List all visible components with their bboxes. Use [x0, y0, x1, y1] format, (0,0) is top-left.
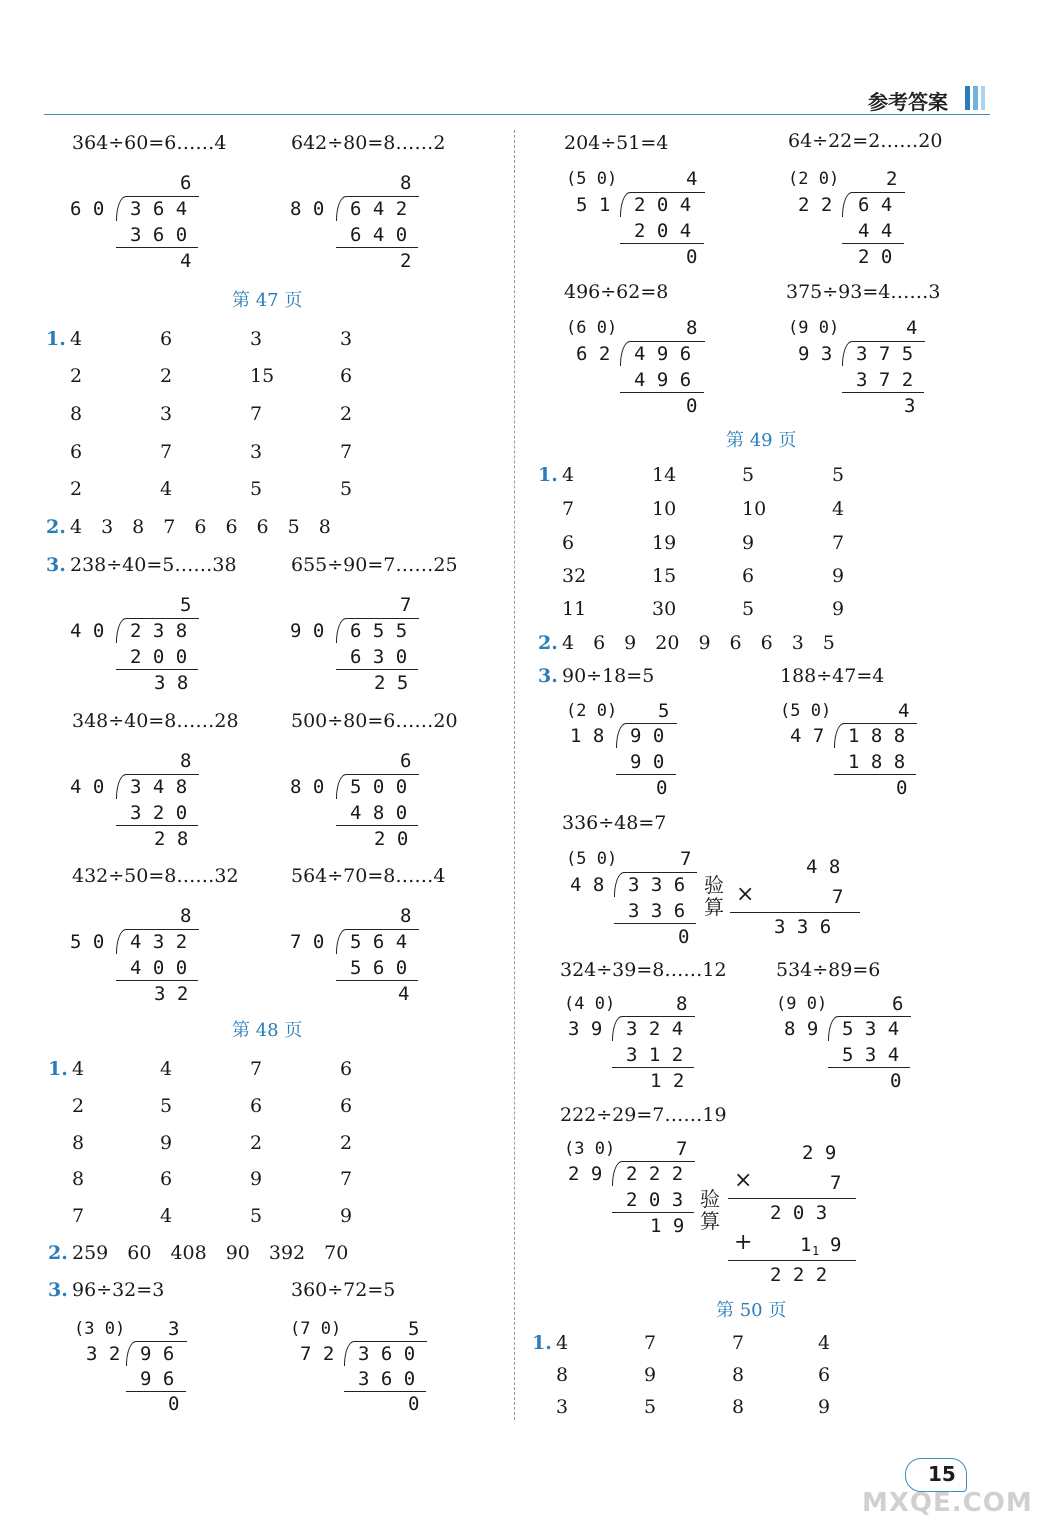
estimate: (6 0) [566, 318, 618, 338]
remainder: 3 [904, 395, 916, 417]
answer-cell: 9 [340, 1205, 353, 1227]
quotient: 8 [400, 172, 412, 194]
divisor: 4 7 [790, 725, 825, 747]
header-accent-bar [965, 86, 970, 110]
question-number: 3. [48, 1279, 68, 1301]
multiplication-line [728, 1198, 856, 1199]
divisor: 2 9 [568, 1163, 603, 1185]
dividend: 3 6 4 [130, 198, 188, 220]
equation: 534÷89=6 [776, 959, 881, 981]
remainder: 2 5 [374, 672, 409, 694]
answer-cell: 2 [250, 1132, 263, 1154]
partial-product: 3 2 0 [130, 802, 188, 824]
subtraction-line [116, 247, 198, 248]
answer-cell: 2 [70, 478, 83, 500]
quotient: 5 [658, 700, 670, 722]
partial-product: 5 3 4 [842, 1044, 900, 1066]
answer-cell: 9 [742, 532, 755, 554]
partial-product: 2 0 3 [626, 1189, 684, 1211]
partial-product: 5 6 0 [350, 957, 408, 979]
answer-cell: 14 [652, 464, 677, 486]
subtraction-line [126, 1391, 186, 1392]
quotient: 7 [680, 848, 692, 870]
remainder: 0 [686, 395, 698, 417]
quotient: 8 [400, 905, 412, 927]
remainder: 0 [168, 1393, 180, 1415]
partial-product: 4 4 [858, 220, 893, 242]
answer-cell: 8 [72, 1168, 85, 1190]
partial-product: 4 0 0 [130, 957, 188, 979]
remainder: 0 [896, 777, 908, 799]
header-accent-bar [973, 86, 978, 110]
dividend: 6 4 [858, 194, 893, 216]
equation: 336÷48=7 [562, 812, 667, 834]
answer-cell: 5 [250, 478, 263, 500]
divisor: 4 8 [570, 874, 605, 896]
answer-cell: 7 [644, 1332, 657, 1354]
answer-line: 4 3 8 7 6 6 6 5 8 [70, 516, 331, 538]
equation: 364÷60=6……4 [72, 132, 227, 154]
answer-cell: 15 [652, 565, 677, 587]
divisor: 6 0 [70, 198, 105, 220]
answer-cell: 6 [562, 532, 575, 554]
dividend: 2 3 8 [130, 620, 188, 642]
remainder: 1 9 [650, 1215, 685, 1237]
answer-cell: 4 [70, 328, 83, 350]
partial-product: 3 1 2 [626, 1044, 684, 1066]
answer-cell: 6 [818, 1364, 831, 1386]
estimate: (5 0) [566, 849, 618, 869]
answer-line: 4 6 9 20 9 6 6 3 5 [562, 632, 835, 654]
answer-cell: 5 [160, 1095, 173, 1117]
answer-cell: 30 [652, 598, 677, 620]
answer-cell: 4 [556, 1332, 569, 1354]
partial-product: 6 3 0 [350, 646, 408, 668]
subtraction-line [336, 980, 418, 981]
question-number: 1. [46, 328, 66, 350]
subtraction-line [620, 392, 704, 393]
answer-cell: 8 [732, 1364, 745, 1386]
subtraction-line [116, 669, 198, 670]
answer-cell: 7 [160, 441, 173, 463]
divisor: 8 0 [290, 198, 325, 220]
dividend: 3 6 0 [358, 1343, 416, 1365]
equation: 64÷22=2……20 [788, 130, 943, 152]
dividend: 5 3 4 [842, 1018, 900, 1040]
header-accent-bar [981, 86, 985, 110]
remainder: 4 [180, 250, 192, 272]
column-divider [514, 130, 515, 1420]
divisor: 3 9 [568, 1018, 603, 1040]
answer-cell: 5 [250, 1205, 263, 1227]
question-number: 1. [532, 1332, 552, 1354]
section-title: 第 50 页 [716, 1300, 787, 1321]
subtraction-line [336, 247, 418, 248]
subtraction-line [612, 1212, 694, 1213]
subtraction-line [842, 243, 904, 244]
estimate: (3 0) [564, 1139, 616, 1159]
dividend: 2 0 4 [634, 194, 692, 216]
dividend: 5 0 0 [350, 776, 408, 798]
divisor: 6 2 [576, 343, 611, 365]
answer-cell: 7 [562, 498, 575, 520]
subtraction-line [620, 243, 704, 244]
quotient: 7 [400, 594, 412, 616]
remainder: 1 2 [650, 1070, 685, 1092]
remainder: 0 [686, 246, 698, 268]
answer-cell: 6 [742, 565, 755, 587]
section-title: 第 48 页 [232, 1020, 303, 1041]
subtraction-line [336, 669, 418, 670]
answer-cell: 4 [818, 1332, 831, 1354]
check-multiplicand: 4 8 [806, 856, 841, 878]
answer-cell: 7 [250, 403, 263, 425]
answer-cell: 4 [72, 1058, 85, 1080]
answer-cell: 9 [832, 565, 845, 587]
check-product: 2 0 3 [770, 1202, 828, 1224]
divisor: 5 0 [70, 931, 105, 953]
subtraction-line [612, 1067, 694, 1068]
answer-cell: 32 [562, 565, 587, 587]
check-result: 3 3 6 [774, 916, 832, 938]
divisor: 4 0 [70, 620, 105, 642]
answer-cell: 5 [742, 598, 755, 620]
answer-cell: 5 [832, 464, 845, 486]
dividend: 5 6 4 [350, 931, 408, 953]
section-title: 第 47 页 [232, 290, 303, 311]
divisor: 2 2 [798, 194, 833, 216]
answer-line: 259 60 408 90 392 70 [72, 1242, 349, 1264]
answer-cell: 4 [562, 464, 575, 486]
answer-cell: 9 [644, 1364, 657, 1386]
partial-product: 3 3 6 [628, 900, 686, 922]
answer-cell: 7 [250, 1058, 263, 1080]
equation: 238÷40=5……38 [70, 554, 237, 576]
dividend: 9 6 [140, 1343, 175, 1365]
divisor: 3 2 [86, 1343, 121, 1365]
answer-cell: 3 [340, 328, 353, 350]
answer-cell: 2 [340, 403, 353, 425]
check-multiplicand: 2 9 [802, 1142, 837, 1164]
answer-cell: 2 [70, 365, 83, 387]
dividend: 6 5 5 [350, 620, 408, 642]
dividend: 3 7 5 [856, 343, 914, 365]
subtraction-line [116, 980, 198, 981]
equation: 432÷50=8……32 [72, 865, 239, 887]
answer-cell: 3 [250, 328, 263, 350]
answer-cell: 5 [742, 464, 755, 486]
header-rule [44, 114, 990, 115]
question-number: 2. [46, 516, 66, 538]
remainder: 0 [408, 1393, 420, 1415]
header-title: 参考答案 [868, 90, 948, 114]
section-title: 第 49 页 [726, 430, 797, 451]
equation: 375÷93=4……3 [786, 281, 941, 303]
estimate: (7 0) [290, 1319, 342, 1339]
quotient: 4 [898, 700, 910, 722]
partial-product: 9 0 [630, 751, 665, 773]
equation: 188÷47=4 [780, 665, 885, 687]
equation: 222÷29=7……19 [560, 1104, 727, 1126]
remainder: 3 2 [154, 983, 189, 1005]
dividend: 4 9 6 [634, 343, 692, 365]
dividend: 2 2 2 [626, 1163, 684, 1185]
quotient: 8 [180, 750, 192, 772]
plus-sign: + [734, 1230, 753, 1255]
quotient: 8 [676, 993, 688, 1015]
subtraction-line [834, 774, 916, 775]
page-number: 15 [928, 1462, 956, 1486]
answer-cell: 3 [250, 441, 263, 463]
answer-cell: 7 [340, 441, 353, 463]
answer-cell: 6 [70, 441, 83, 463]
partial-product: 4 8 0 [350, 802, 408, 824]
answer-cell: 9 [818, 1396, 831, 1418]
subtraction-line [614, 923, 696, 924]
dividend: 3 4 8 [130, 776, 188, 798]
estimate: (2 0) [566, 701, 618, 721]
answer-cell: 4 [160, 1058, 173, 1080]
quotient: 5 [408, 1318, 420, 1340]
estimate: (4 0) [564, 994, 616, 1014]
quotient: 3 [168, 1318, 180, 1340]
estimate: (5 0) [566, 169, 618, 189]
check-result: 2 2 2 [770, 1264, 828, 1286]
dividend: 4 3 2 [130, 931, 188, 953]
partial-product: 1 8 8 [848, 751, 906, 773]
answer-cell: 5 [340, 478, 353, 500]
check-addend: 1 [800, 1234, 812, 1256]
divisor: 9 0 [290, 620, 325, 642]
answer-cell: 6 [340, 1095, 353, 1117]
remainder: 4 [398, 983, 410, 1005]
subtraction-line [616, 774, 676, 775]
answer-cell: 10 [652, 498, 677, 520]
answer-cell: 7 [340, 1168, 353, 1190]
answer-cell: 10 [742, 498, 767, 520]
divisor: 8 0 [290, 776, 325, 798]
dividend: 3 3 6 [628, 874, 686, 896]
answer-cell: 9 [160, 1132, 173, 1154]
divisor: 4 0 [70, 776, 105, 798]
check-multiplier: 7 [830, 1172, 842, 1194]
answer-cell: 3 [556, 1396, 569, 1418]
quotient: 2 [886, 168, 898, 190]
answer-cell: 8 [556, 1364, 569, 1386]
subtraction-line [842, 392, 924, 393]
quotient: 8 [686, 317, 698, 339]
answer-cell: 2 [340, 1132, 353, 1154]
question-number: 1. [48, 1058, 68, 1080]
answer-cell: 6 [160, 1168, 173, 1190]
times-sign: × [734, 1168, 753, 1193]
quotient: 5 [180, 594, 192, 616]
estimate: (9 0) [788, 318, 840, 338]
remainder: 2 8 [154, 828, 189, 850]
estimate: (9 0) [776, 994, 828, 1014]
subtraction-line [344, 1391, 426, 1392]
answer-cell: 8 [70, 403, 83, 425]
watermark: MXQE.COM [862, 1488, 1033, 1518]
answer-cell: 6 [160, 328, 173, 350]
equation: 90÷18=5 [562, 665, 655, 687]
question-number: 1. [538, 464, 558, 486]
remainder: 2 0 [858, 246, 893, 268]
dividend: 9 0 [630, 725, 665, 747]
estimate: (5 0) [780, 701, 832, 721]
subtraction-line [116, 825, 198, 826]
answer-cell: 4 [160, 478, 173, 500]
estimate: (3 0) [74, 1319, 126, 1339]
equation: 204÷51=4 [564, 132, 669, 154]
quotient: 4 [686, 168, 698, 190]
answer-cell: 5 [644, 1396, 657, 1418]
check-multiplier: 7 [832, 886, 844, 908]
answer-cell: 4 [160, 1205, 173, 1227]
partial-product: 3 6 0 [358, 1368, 416, 1390]
answer-cell: 3 [160, 403, 173, 425]
partial-product: 3 7 2 [856, 369, 914, 391]
quotient: 6 [892, 993, 904, 1015]
equation: 655÷90=7……25 [291, 554, 458, 576]
divisor: 1 8 [570, 725, 605, 747]
check-label: 验算 [704, 873, 724, 919]
answer-cell: 15 [250, 365, 275, 387]
remainder: 0 [678, 926, 690, 948]
answer-cell: 19 [652, 532, 677, 554]
answer-cell: 6 [340, 365, 353, 387]
remainder: 0 [656, 777, 668, 799]
partial-product: 2 0 4 [634, 220, 692, 242]
divisor: 8 9 [784, 1018, 819, 1040]
equation: 96÷32=3 [72, 1279, 165, 1301]
answer-cell: 9 [250, 1168, 263, 1190]
answer-cell: 7 [732, 1332, 745, 1354]
answer-cell: 7 [72, 1205, 85, 1227]
answer-cell: 11 [562, 598, 587, 620]
remainder: 2 0 [374, 828, 409, 850]
carry-digit: 1 [812, 1244, 820, 1258]
dividend: 1 8 8 [848, 725, 906, 747]
divisor: 7 0 [290, 931, 325, 953]
partial-product: 3 6 0 [130, 224, 188, 246]
estimate: (2 0) [788, 169, 840, 189]
partial-product: 2 0 0 [130, 646, 188, 668]
equation: 496÷62=8 [564, 281, 669, 303]
partial-product: 9 6 [140, 1368, 175, 1390]
question-number: 2. [48, 1242, 68, 1264]
addition-line [728, 1260, 856, 1261]
subtraction-line [336, 825, 418, 826]
equation: 348÷40=8……28 [72, 710, 239, 732]
quotient: 7 [676, 1138, 688, 1160]
partial-product: 4 9 6 [634, 369, 692, 391]
answer-cell: 2 [72, 1095, 85, 1117]
question-number: 3. [46, 554, 66, 576]
answer-cell: 8 [732, 1396, 745, 1418]
partial-product: 6 4 0 [350, 224, 408, 246]
quotient: 4 [906, 317, 918, 339]
divisor: 5 1 [576, 194, 611, 216]
remainder: 0 [890, 1070, 902, 1092]
dividend: 3 2 4 [626, 1018, 684, 1040]
remainder: 3 8 [154, 672, 189, 694]
multiplication-line [730, 912, 860, 913]
answer-cell: 6 [340, 1058, 353, 1080]
quotient: 6 [180, 172, 192, 194]
equation: 324÷39=8……12 [560, 959, 727, 981]
answer-cell: 6 [250, 1095, 263, 1117]
equation: 500÷80=6……20 [291, 710, 458, 732]
answer-cell: 9 [832, 598, 845, 620]
check-label: 验算 [700, 1187, 720, 1233]
quotient: 6 [400, 750, 412, 772]
subtraction-line [828, 1067, 910, 1068]
remainder: 2 [400, 250, 412, 272]
divisor: 9 3 [798, 343, 833, 365]
divisor: 7 2 [300, 1343, 335, 1365]
answer-cell: 8 [72, 1132, 85, 1154]
quotient: 8 [180, 905, 192, 927]
dividend: 6 4 2 [350, 198, 408, 220]
times-sign: × [736, 882, 755, 907]
answer-cell: 4 [832, 498, 845, 520]
equation: 642÷80=8……2 [291, 132, 446, 154]
answer-cell: 2 [160, 365, 173, 387]
question-number: 3. [538, 665, 558, 687]
equation: 564÷70=8……4 [291, 865, 446, 887]
check-addend: 9 [830, 1234, 842, 1256]
answer-cell: 7 [832, 532, 845, 554]
equation: 360÷72=5 [291, 1279, 396, 1301]
question-number: 2. [538, 632, 558, 654]
